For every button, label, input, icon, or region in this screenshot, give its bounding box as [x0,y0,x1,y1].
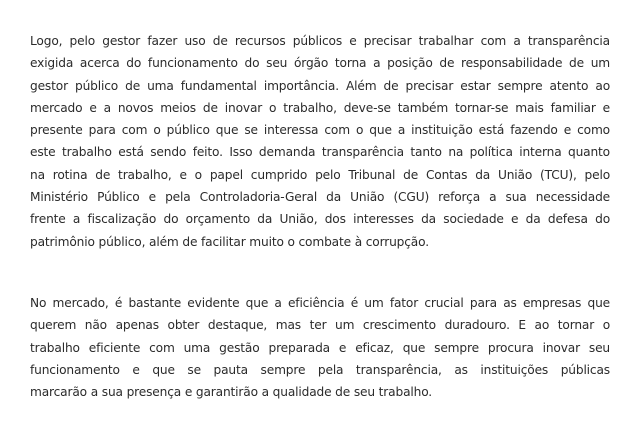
paragraph-line: Logo, pelo gestor fazer uso de recursos públicos e precisar trabalhar com a transparência [30,34,610,48]
paragraph-2 [30,292,610,403]
paragraph-line: frente a fiscalização do orçamento da União, dos interesses da sociedade e da defesa do [30,212,610,227]
paragraph-line: este trabalho está sendo feito. Isso demanda transparência tanto na política interna quanto [30,145,610,160]
paragraph-line: trabalho eficiente com uma gestão preparada e eficaz, que sempre procura inovar seu [30,340,610,355]
paragraph-line: marcarão a sua presença e garantirão a qualidade de seu trabalho. [30,385,433,400]
paragraph-1 [30,30,610,253]
paragraph-line: na rotina de trabalho, e o papel cumprido pelo Tribunal de Contas da União (TCU), pelo [30,167,610,182]
paragraph-line: Ministério Público e pela Controladoria-Geral da União (CGU) reforça a sua necessidade [30,190,610,205]
paragraph-line: No mercado, é bastante evidente que a eficiência é um fator crucial para as empresas que [30,296,610,310]
paragraph-line: mercado e a novos meios de inovar o trabalho, deve-se também tornar-se mais familiar e [30,100,610,115]
paragraph-line: exigida acerca do funcionamento do seu órgão torna a posição de responsabilidade de um [30,56,610,71]
paragraph-line: gestor público de uma fundamental importância. Além de precisar estar sempre atento ao [30,78,610,93]
paragraph-line: funcionamento e que se pauta sempre pela transparência, as instituições públicas [30,362,610,377]
paragraph-line: querem não apenas obter destaque, mas ter um crescimento duradouro. E ao tornar o [30,318,610,333]
paragraph-line: presente para com o público que se interessa com o que a instituição está fazendo e como [30,123,610,138]
paragraph-line: patrimônio público, além de facilitar muito o combate à corrupção. [30,234,429,249]
